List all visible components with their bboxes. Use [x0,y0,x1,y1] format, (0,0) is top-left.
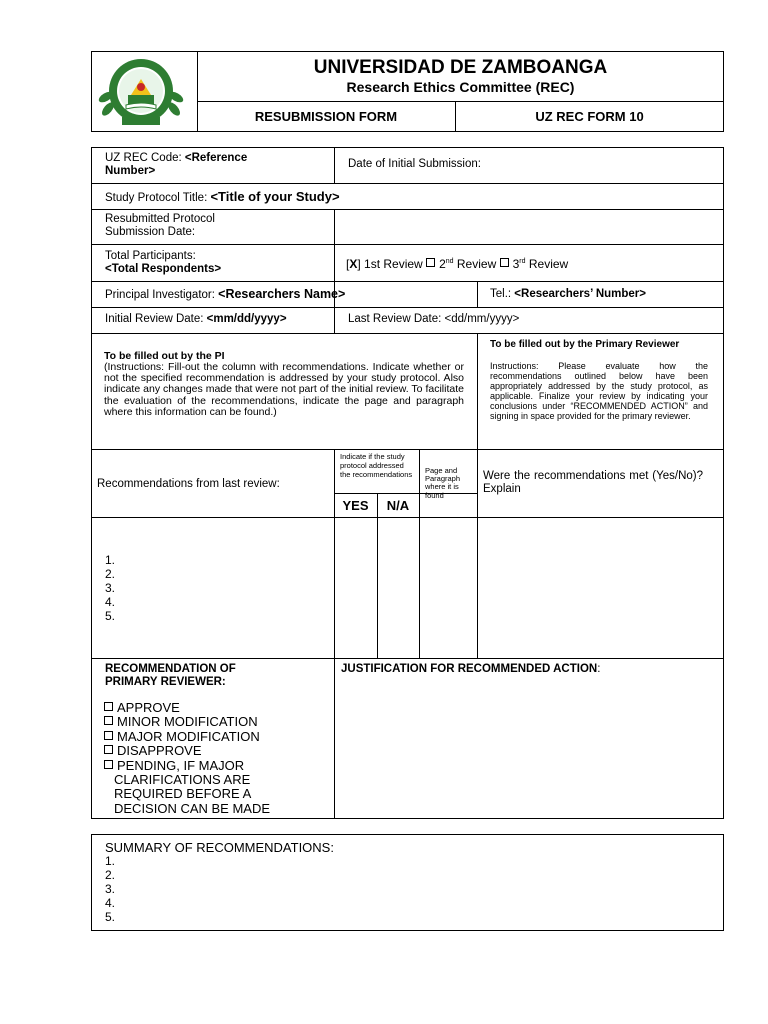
principal-investigator-field [105,287,345,301]
reviewer-instructions-text: Instructions: Please evaluate how the recommendations outlined below have been appropriately addressed by the study protocol, as applicable. Finalize your review by indicating your conclusions under “RECOMMENDED ACTION” and signing in space provided for the primary reviewer. [490,361,708,421]
list-item: 2. [105,868,116,882]
tel-field [490,288,646,300]
study-title-field[interactable] [105,189,340,204]
list-item: 3. [105,581,116,595]
checkbox-icon[interactable] [500,258,509,267]
pi-instructions-heading: To be filled out by the PI [104,350,225,362]
option-disapprove[interactable]: DISAPPROVE [104,744,270,758]
col-header-yes: YES [342,498,369,513]
committee-name: Research Ethics Committee (REC) [346,79,575,95]
initial-submission-label: Date of Initial Submission: [348,158,481,170]
list-item: 2. [105,567,116,581]
met-input-cell[interactable] [478,518,723,657]
option-pending-cont: CLARIFICATIONS ARE [114,772,251,788]
total-participants-field [105,250,221,276]
option-major-modification[interactable]: MAJOR MODIFICATION [104,730,270,744]
row-divider [91,281,724,282]
summary-list [105,854,115,924]
summary-label: SUMMARY OF RECOMMENDATIONS: [105,840,334,855]
col-header-indicate: Indicate if the study protocol addressed the recommendations [340,452,413,479]
university-name: UNIVERSIDAD DE ZAMBOANGA [313,57,608,78]
rec-code-label: UZ REC Code: [105,152,185,164]
checkbox-icon[interactable] [104,745,113,754]
list-item: 1. [105,854,116,868]
participants-value: <Total Respondents> [105,263,222,275]
review-type-options[interactable]: [X] 1st Review 2nd Review 3rd Review [346,257,569,271]
rec-code-field[interactable] [105,152,247,178]
participants-label: Total Participants: [105,250,196,262]
review-2nd-label: Review [456,257,497,271]
justification-label: JUSTIFICATION FOR RECOMMENDED ACTION: [341,663,601,675]
initial-review-label: Initial Review Date: [105,313,207,325]
list-item: 4. [105,595,116,609]
list-item: 3. [105,882,116,896]
col-divider [334,147,335,183]
row-divider [91,658,724,659]
resubmitted-date-input[interactable] [335,210,723,243]
resubmitted-date-label: Resubmitted Protocol Submission Date: [105,213,215,238]
na-input-cell[interactable] [378,518,418,657]
recommendation-heading: RECOMMENDATION OF PRIMARY REVIEWER: [105,663,236,688]
checkbox-icon[interactable] [104,760,113,769]
checkbox-icon[interactable] [104,702,113,711]
col-header-met: Were the recommendations met (Yes/No)? Explain [483,470,703,495]
header-divider [197,101,724,102]
list-item: 5. [105,609,116,623]
review-3rd-label: Review [528,257,569,271]
last-review-date-label: Last Review Date: <dd/mm/yyyy> [348,313,520,325]
checkbox-icon[interactable] [104,731,113,740]
rec-code-value-cont: Number> [105,165,156,177]
col-header-page: Page and Paragraph where it is found [425,466,461,500]
checkbox-icon[interactable] [104,716,113,725]
option-approve[interactable]: APPROVE [104,701,270,715]
col-divider [477,281,478,307]
justification-input[interactable] [336,680,722,817]
option-pending[interactable]: PENDING, IF MAJOR [104,759,270,773]
row-divider [91,244,724,245]
review-1st-label: 1st Review [364,257,423,271]
reviewer-instructions-heading: To be filled out by the Primary Reviewer [490,339,680,350]
checkbox-icon[interactable] [426,258,435,267]
col-divider [334,307,335,333]
pi-label: Principal Investigator: [105,289,219,301]
page-input-cell[interactable] [420,518,476,657]
list-item: 4. [105,896,116,910]
study-title-label: Study Protocol Title: [105,192,211,204]
col-header-recommendations: Recommendations from last review: [97,478,280,490]
option-pending-cont: DECISION CAN BE MADE [114,800,271,816]
form-code: UZ REC FORM 10 [535,109,644,124]
row-divider [91,183,724,184]
study-title-value: <Title of your Study> [210,189,340,204]
row-divider [91,449,724,450]
row-divider [91,333,724,334]
review-x-mark: X [349,257,358,271]
option-minor-modification[interactable]: MINOR MODIFICATION [104,715,270,729]
tel-value: <Researchers’ Number> [514,288,646,300]
university-seal-logo [98,57,184,127]
col-header-na: N/A [386,498,410,513]
tel-label: Tel.: [490,288,515,300]
option-pending-cont: REQUIRED BEFORE A [114,786,252,802]
pi-value: <Researchers Name> [218,287,346,301]
recommendation-options [104,701,270,816]
yes-input-cell[interactable] [335,518,376,657]
initial-review-value: <mm/dd/yyyy> [206,313,287,325]
recommendations-list[interactable] [105,553,115,623]
list-item: 5. [105,910,116,924]
pi-instructions-text: (Instructions: Fill-out the column with recommendations. Indicate whether or not the specified recommendation is addressed by your study protocol. Also indicate any changes made that were not part of the initial review. To facilitate the evaluation of the recommendations, indicate the page and paragraph where this information can be found.) [104,361,464,418]
list-item: 1. [105,553,116,567]
initial-review-date-field [105,313,287,325]
rec-code-value: <Reference [184,152,248,164]
row-divider [91,307,724,308]
form-name: RESUBMISSION FORM [254,109,398,124]
